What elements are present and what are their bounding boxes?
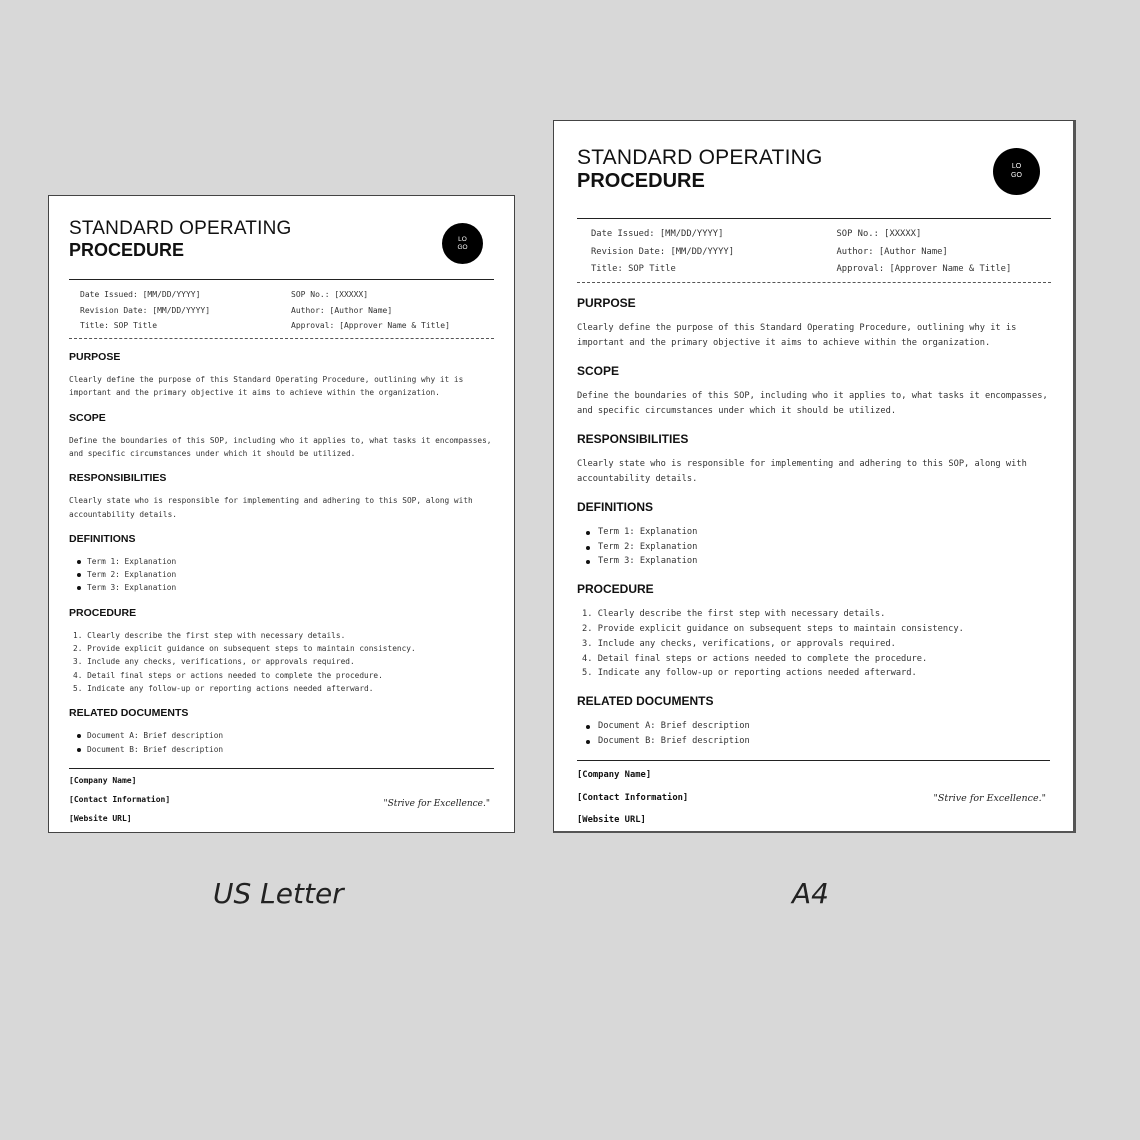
logo-text-2: GO bbox=[1011, 171, 1022, 179]
meta-left-column bbox=[80, 290, 283, 337]
list-item: 2. Provide explicit guidance on subsequent steps to maintain consistency. bbox=[582, 623, 964, 634]
meta-right-column bbox=[283, 290, 494, 337]
procedure-steps bbox=[69, 629, 494, 695]
related-documents-heading: RELATED DOCUMENTS bbox=[577, 694, 714, 709]
list-item: 5. Indicate any follow-up or reporting actions needed afterward. bbox=[73, 683, 374, 693]
list-item: 3. Include any checks, verifications, or approvals required. bbox=[73, 657, 355, 667]
purpose-text: Clearly define the purpose of this Standard Operating Procedure, outlining why it is important and the primary objective it aims to achieve within the organization. bbox=[69, 375, 464, 398]
list-item: Term 2: Explanation bbox=[577, 540, 1051, 555]
logo-placeholder bbox=[993, 148, 1040, 195]
meta-revision-date: Revision Date: [MM/DD/YYYY] bbox=[80, 305, 211, 315]
title-line-1: STANDARD OPERATING bbox=[577, 146, 823, 169]
procedure-steps bbox=[577, 607, 1051, 681]
responsibilities-text: Clearly state who is responsible for implementing and adhering to this SOP, along with accountability details. bbox=[577, 458, 1027, 484]
purpose-heading: PURPOSE bbox=[577, 295, 636, 310]
meta-title: Title: SOP Title bbox=[591, 264, 676, 275]
procedure-heading: PROCEDURE bbox=[577, 582, 654, 597]
meta-date-issued: Date Issued: [MM/DD/YYYY] bbox=[80, 290, 201, 299]
meta-date-issued: Date Issued: [MM/DD/YYYY] bbox=[591, 229, 724, 239]
list-item: 4. Detail final steps or actions needed to complete the procedure. bbox=[582, 653, 928, 664]
list-item: Document B: Brief description bbox=[577, 734, 1051, 749]
logo-placeholder bbox=[442, 223, 483, 264]
list-item: 1. Clearly describe the first step with necessary details. bbox=[582, 609, 886, 620]
meta-right-column bbox=[806, 229, 1052, 282]
caption-us-letter: US Letter bbox=[213, 877, 344, 910]
definitions-list bbox=[577, 525, 1051, 569]
responsibilities-heading: RESPONSIBILITIES bbox=[69, 472, 167, 485]
title-line-1: STANDARD OPERATING bbox=[69, 218, 292, 239]
meta-block bbox=[577, 219, 1051, 282]
definitions-heading: DEFINITIONS bbox=[577, 499, 654, 514]
list-item: Term 1: Explanation bbox=[577, 525, 1051, 540]
list-item: 4. Detail final steps or actions needed to complete the procedure. bbox=[73, 670, 383, 680]
footer-website: [Website URL] bbox=[69, 814, 132, 823]
caption-a4: A4 bbox=[792, 877, 829, 910]
definitions-heading: DEFINITIONS bbox=[69, 532, 136, 545]
meta-author: Author: [Author Name] bbox=[291, 305, 393, 315]
footer-company: [Company Name] bbox=[577, 770, 652, 780]
related-documents-list bbox=[577, 719, 1051, 749]
title-line-2: PROCEDURE bbox=[69, 240, 185, 260]
meta-sop-no: SOP No.: [XXXXX] bbox=[291, 290, 369, 299]
procedure-heading: PROCEDURE bbox=[69, 606, 137, 619]
scope-heading: SCOPE bbox=[577, 363, 620, 378]
us-letter-page bbox=[48, 195, 515, 833]
document-footer bbox=[49, 768, 514, 826]
related-documents-heading: RELATED DOCUMENTS bbox=[69, 707, 189, 720]
logo-text-1: LO bbox=[1011, 163, 1022, 171]
meta-approval: Approval: [Approver Name & Title] bbox=[836, 264, 1012, 275]
a4-page bbox=[553, 120, 1076, 833]
footer-contact: [Contact Information] bbox=[69, 795, 171, 804]
list-item: Term 3: Explanation bbox=[69, 581, 494, 594]
signature-motto: "Strive for Excellence." bbox=[933, 793, 1046, 804]
logo-text-1: LO bbox=[458, 236, 467, 244]
list-item: 1. Clearly describe the first step with necessary details. bbox=[73, 630, 346, 640]
related-documents-list bbox=[69, 729, 494, 756]
responsibilities-heading: RESPONSIBILITIES bbox=[577, 431, 689, 446]
meta-sop-no: SOP No.: [XXXXX] bbox=[836, 229, 922, 239]
scope-heading: SCOPE bbox=[69, 411, 106, 424]
scope-text: Define the boundaries of this SOP, including who it applies to, what tasks it encompasses, and specific circumstances under which it should be utilized. bbox=[69, 435, 492, 458]
definitions-list bbox=[69, 555, 494, 595]
list-item: Term 2: Explanation bbox=[69, 568, 494, 581]
logo-text-2: GO bbox=[457, 243, 468, 251]
document-footer bbox=[554, 760, 1073, 829]
meta-approval: Approval: [Approver Name & Title] bbox=[291, 321, 450, 331]
list-item: 2. Provide explicit guidance on subsequent steps to maintain consistency. bbox=[73, 644, 416, 654]
meta-divider bbox=[577, 282, 1051, 283]
purpose-heading: PURPOSE bbox=[69, 351, 121, 364]
footer-contact: [Contact Information] bbox=[577, 792, 689, 803]
list-item: 5. Indicate any follow-up or reporting actions needed afterward. bbox=[582, 668, 917, 679]
list-item: Document A: Brief description bbox=[577, 719, 1051, 734]
document-header bbox=[69, 218, 494, 261]
meta-left-column bbox=[591, 229, 806, 282]
list-item: 3. Include any checks, verifications, or approvals required. bbox=[582, 638, 896, 649]
meta-divider bbox=[69, 338, 494, 339]
signature-motto: "Strive for Excellence." bbox=[383, 799, 490, 809]
meta-revision-date: Revision Date: [MM/DD/YYYY] bbox=[591, 246, 734, 257]
meta-author: Author: [Author Name] bbox=[836, 246, 948, 257]
title-line-2: PROCEDURE bbox=[577, 170, 705, 192]
list-item: Document A: Brief description bbox=[69, 729, 494, 742]
list-item: Document B: Brief description bbox=[69, 743, 494, 756]
scope-text: Define the boundaries of this SOP, including who it applies to, what tasks it encompasses, and specific circumstances under which it should be utilized. bbox=[577, 390, 1048, 416]
footer-website: [Website URL] bbox=[577, 815, 646, 825]
meta-title: Title: SOP Title bbox=[80, 321, 158, 331]
responsibilities-text: Clearly state who is responsible for implementing and adhering to this SOP, along with accountability details. bbox=[69, 496, 473, 519]
meta-block bbox=[69, 280, 494, 337]
document-header bbox=[577, 146, 1051, 193]
purpose-text: Clearly define the purpose of this Standard Operating Procedure, outlining why it is important and the primary objective it aims to achieve within the organization. bbox=[577, 322, 1017, 348]
list-item: Term 3: Explanation bbox=[577, 554, 1051, 569]
footer-company: [Company Name] bbox=[69, 776, 137, 785]
list-item: Term 1: Explanation bbox=[69, 555, 494, 568]
